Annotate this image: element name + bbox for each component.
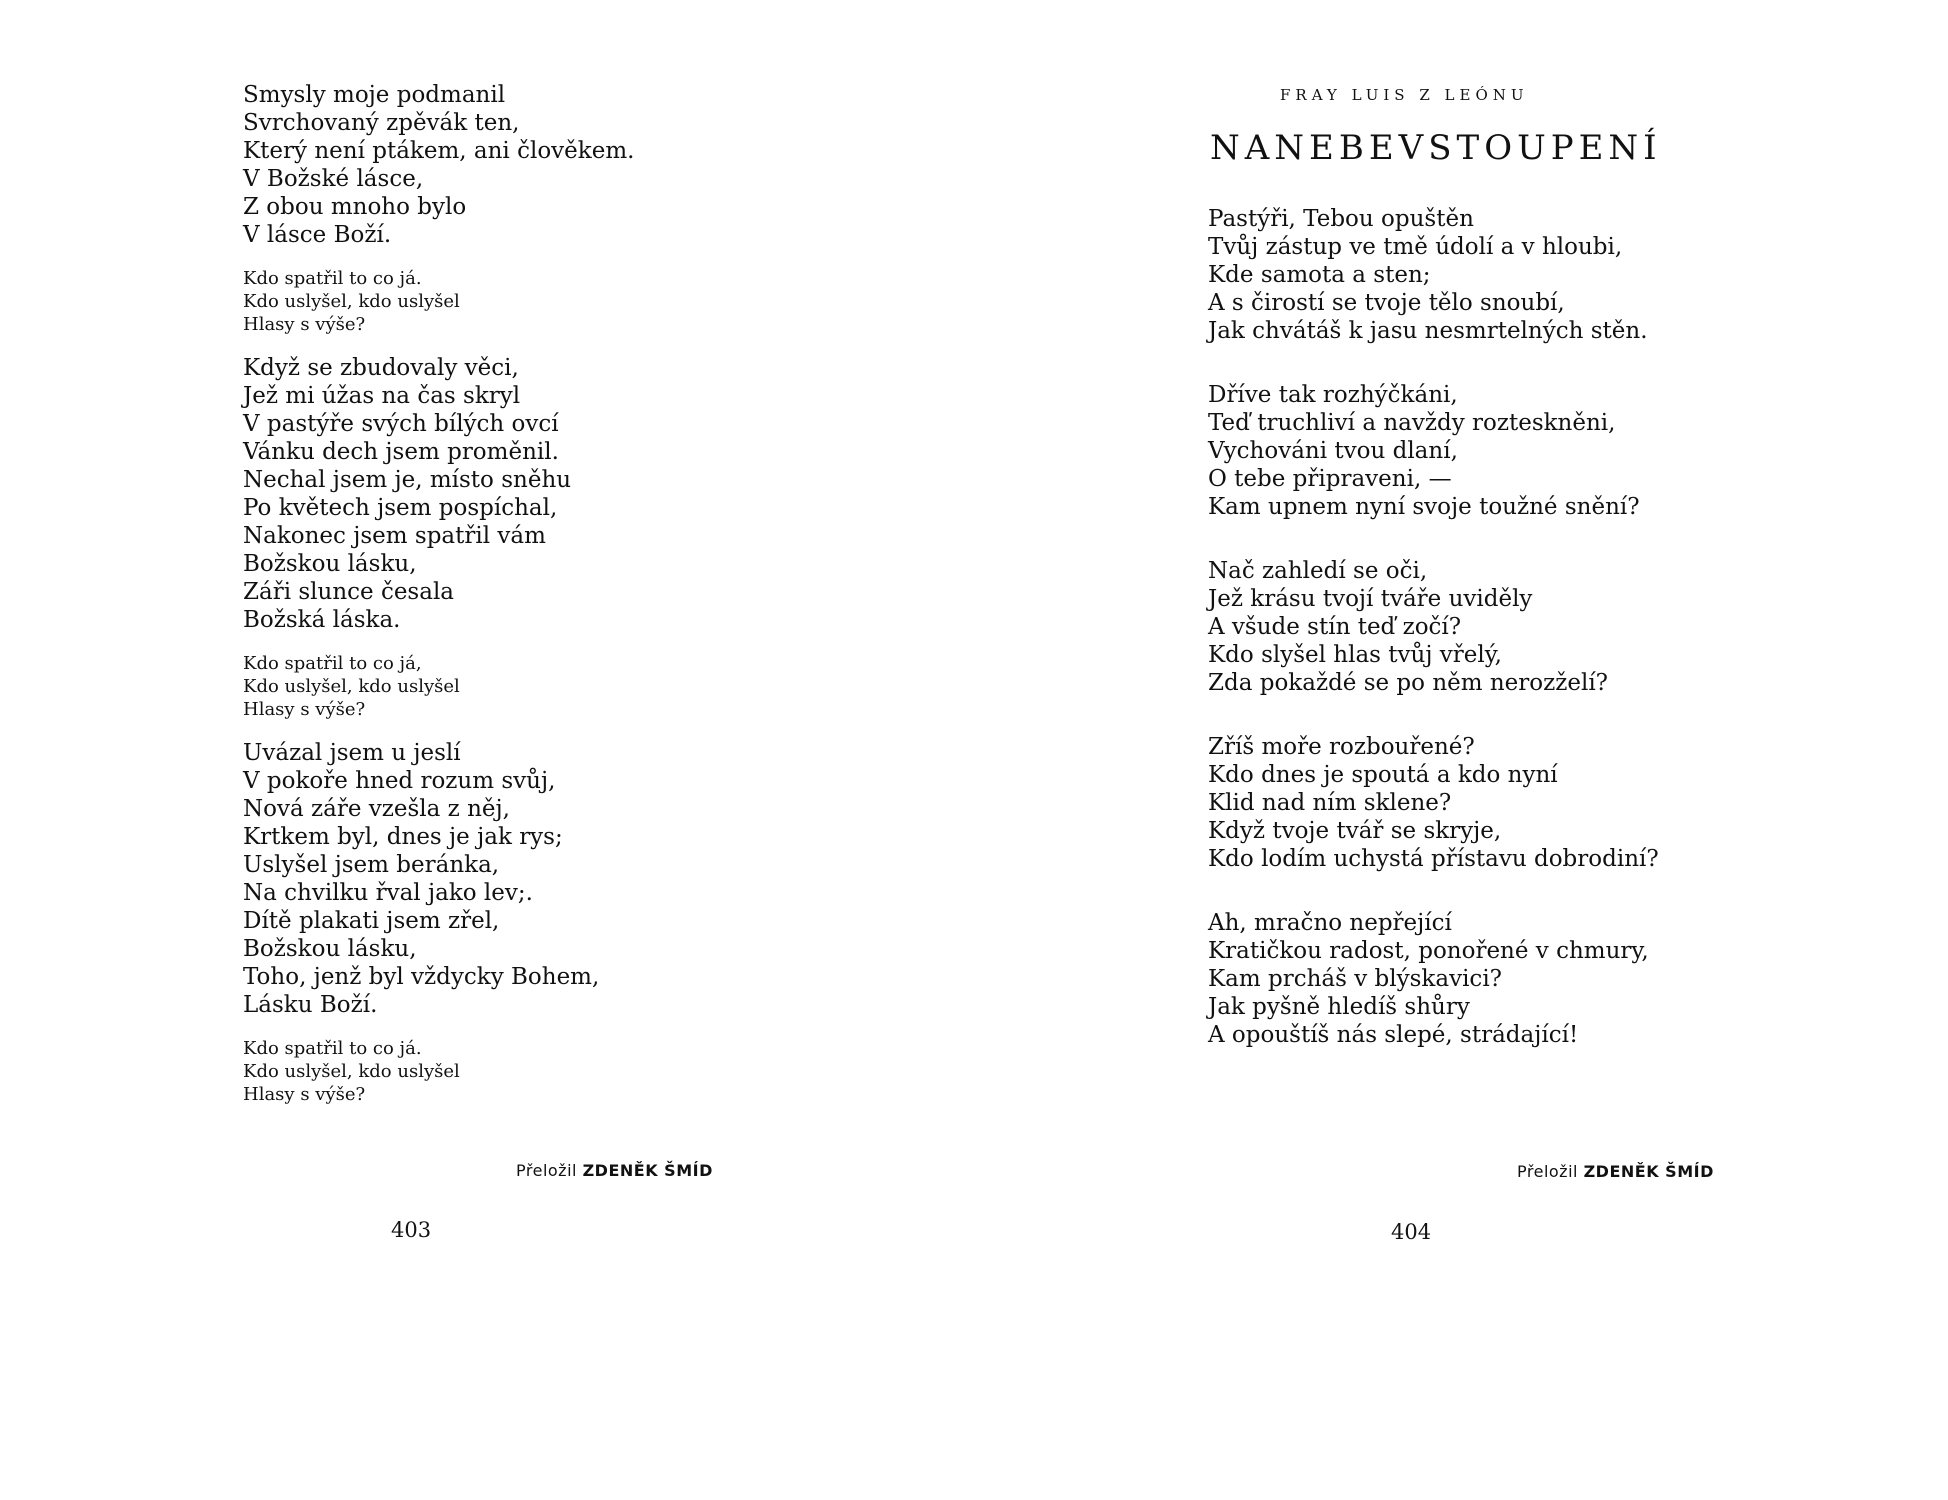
verse-line: Jež mi úžas na čas skryl <box>243 383 521 409</box>
verse-line: Hlasy s výše? <box>243 1084 366 1105</box>
translator-credit-right <box>1517 1162 1714 1181</box>
verse-line: Z obou mnoho bylo <box>243 194 467 220</box>
stanza <box>1208 381 1659 521</box>
verse-line: Jak chvátáš k jasu nesmrtelných stěn. <box>1208 318 1648 344</box>
verse-line: Uvázal jsem u jeslí <box>243 740 461 766</box>
verse-line: Kam prcháš v blýskavici? <box>1208 966 1503 992</box>
verse-line: O tebe připraveni, — <box>1208 466 1452 492</box>
verse-line: Zříš moře rozbouřené? <box>1208 734 1475 760</box>
verse-line: Který není ptákem, ani člověkem. <box>243 138 635 164</box>
verse-line: Nová záře vzešla z něj, <box>243 796 510 822</box>
verse-line: Kdo lodím uchystá přístavu dobrodiní? <box>1208 846 1659 872</box>
stanza <box>243 81 634 249</box>
verse-line: Dítě plakati jsem zřel, <box>243 908 500 934</box>
verse-line: Kratičkou radost, ponořené v chmury, <box>1208 938 1649 964</box>
stanza <box>243 739 634 1019</box>
verse-line: V pastýře svých bílých ovcí <box>243 411 559 437</box>
verse-line: Božskou lásku, <box>243 551 417 577</box>
verse-line: Kdo dnes je spoutá a kdo nyní <box>1208 762 1558 788</box>
stanza <box>1208 909 1659 1049</box>
verse-line: Lásku Boží. <box>243 992 378 1018</box>
verse-line: A opouštíš nás slepé, strádající! <box>1208 1022 1579 1048</box>
verse-line: Klid nad ním sklene? <box>1208 790 1452 816</box>
verse-line: Když se zbudovaly věci, <box>243 355 519 381</box>
credit-prefix: Přeložil <box>516 1161 577 1180</box>
verse-line: Smysly moje podmanil <box>243 82 506 108</box>
verse-line: Kam upnem nyní svoje toužné snění? <box>1208 494 1640 520</box>
verse-line: Kdo uslyšel, kdo uslyšel <box>243 1061 460 1082</box>
verse-line: Vánku dech jsem proměnil. <box>243 439 559 465</box>
refrain <box>243 652 634 721</box>
translator-name: ZDENĚK ŠMÍD <box>582 1161 713 1180</box>
verse-line: Uslyšel jsem beránka, <box>243 852 500 878</box>
credit-prefix: Přeložil <box>1517 1162 1578 1181</box>
verse-line: Svrchovaný zpěvák ten, <box>243 110 520 136</box>
verse-line: Po květech jsem pospíchal, <box>243 495 558 521</box>
verse-line: Nač zahledí se oči, <box>1208 558 1428 584</box>
verse-line: Kdo slyšel hlas tvůj vřelý, <box>1208 642 1502 668</box>
verse-line: Nakonec jsem spatřil vám <box>243 523 546 549</box>
verse-line: Jak pyšně hledíš shůry <box>1208 994 1470 1020</box>
refrain <box>243 267 634 336</box>
page-number-right: 404 <box>1391 1220 1432 1244</box>
verse-line: V pokoře hned rozum svůj, <box>243 768 556 794</box>
verse-line: Kdo spatřil to co já, <box>243 653 422 674</box>
page-number-left: 403 <box>391 1218 432 1242</box>
stanza <box>1208 205 1659 345</box>
verse-line: Hlasy s výše? <box>243 314 366 335</box>
verse-line: Vychováni tvou dlaní, <box>1208 438 1458 464</box>
stanza <box>243 354 634 634</box>
verse-line: V lásce Boží. <box>243 222 392 248</box>
verse-line: Božskou lásku, <box>243 936 417 962</box>
verse-line: Dříve tak rozhýčkáni, <box>1208 382 1458 408</box>
verse-line: Kdo uslyšel, kdo uslyšel <box>243 676 460 697</box>
verse-line: Záři slunce česala <box>243 579 455 605</box>
verse-line: Kdo spatřil to co já. <box>243 268 422 289</box>
verse-line: Krtkem byl, dnes je jak rys; <box>243 824 563 850</box>
verse-line: Ah, mračno nepřející <box>1208 910 1452 936</box>
verse-line: A s čirostí se tvoje tělo snoubí, <box>1208 290 1565 316</box>
verse-line: Pastýři, Tebou opuštěn <box>1208 206 1474 232</box>
verse-line: Teď truchliví a navždy rozteskněni, <box>1208 410 1616 436</box>
verse-line: A všude stín teď zočí? <box>1208 614 1462 640</box>
verse-line: Toho, jenž byl vždycky Bohem, <box>243 964 600 990</box>
verse-line: Kdo spatřil to co já. <box>243 1038 422 1059</box>
left-poem-text <box>243 81 634 1106</box>
verse-line: Božská láska. <box>243 607 401 633</box>
right-poem-text <box>1208 205 1659 1049</box>
translator-credit-left <box>516 1161 713 1180</box>
verse-line: Nechal jsem je, místo sněhu <box>243 467 572 493</box>
verse-line: Tvůj zástup ve tmě údolí a v hloubi, <box>1208 234 1623 260</box>
verse-line: Kde samota a sten; <box>1208 262 1431 288</box>
verse-line: Když tvoje tvář se skryje, <box>1208 818 1502 844</box>
verse-line: Na chvilku řval jako lev;. <box>243 880 533 906</box>
verse-line: Hlasy s výše? <box>243 699 366 720</box>
stanza <box>1208 557 1659 697</box>
verse-line: Kdo uslyšel, kdo uslyšel <box>243 291 460 312</box>
stanza <box>1208 733 1659 873</box>
refrain <box>243 1037 634 1106</box>
translator-name: ZDENĚK ŠMÍD <box>1583 1162 1714 1181</box>
verse-line: Zda pokaždé se po něm nerozželí? <box>1208 670 1609 696</box>
verse-line: Jež krásu tvojí tváře uviděly <box>1208 586 1533 612</box>
verse-line: V Božské lásce, <box>243 166 424 192</box>
poem-author: FRAY LUIS Z LEÓNU <box>1280 86 1529 104</box>
poem-title: NANEBEVSTOUPENÍ <box>1210 128 1662 168</box>
